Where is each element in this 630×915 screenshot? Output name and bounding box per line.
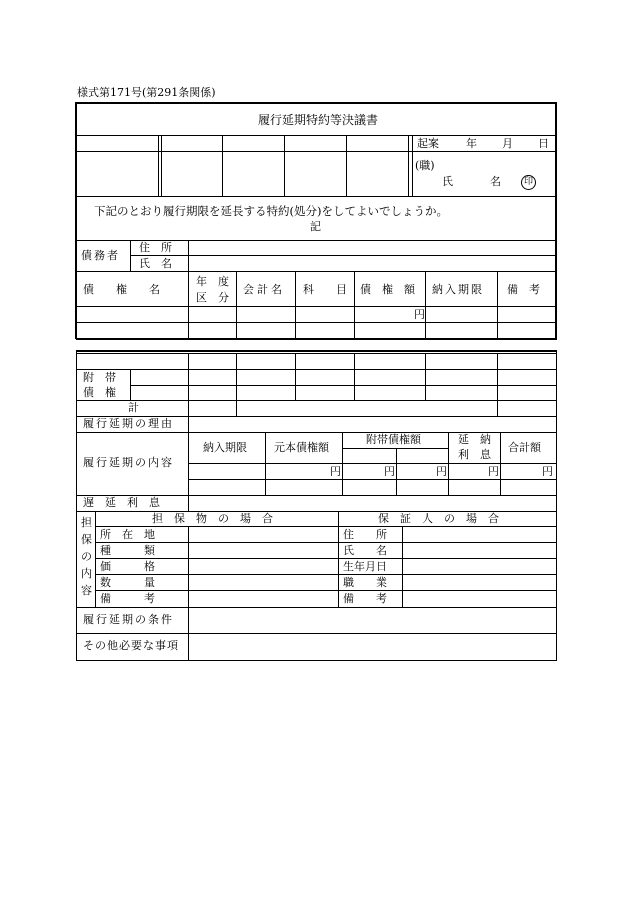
property-heading: 担 保 物 の 場 合 xyxy=(152,512,273,525)
attached-claim-line1: 附 帯 xyxy=(83,371,116,384)
col-fiscal-year: 年 度 xyxy=(196,275,229,288)
guarantor-row-occupation: 職 業 xyxy=(343,576,387,589)
form-label: 様式第171号(第291条関係) xyxy=(77,86,216,99)
guarantor-row-birthdate: 生年月日 xyxy=(343,560,387,573)
collateral-label-5: 容 xyxy=(81,584,92,597)
page-title: 履行延期特約等決議書 xyxy=(258,113,379,127)
debtor-address-label: 住 所 xyxy=(139,241,172,254)
property-row-price: 価 格 xyxy=(100,560,155,573)
yen-unit: 円 xyxy=(414,308,425,321)
ki-label: 記 xyxy=(310,220,321,233)
collateral-label-4: 内 xyxy=(81,567,92,580)
extension-conditions-label: 履行延期の条件 xyxy=(83,613,174,626)
col-account-name: 会計名 xyxy=(243,283,285,296)
collateral-label-3: の xyxy=(81,550,92,563)
guarantor-row-remarks: 備 考 xyxy=(343,592,387,605)
property-row-location: 所 在 地 xyxy=(100,528,155,541)
attached-claim-line2: 債 権 xyxy=(83,386,116,399)
yen-delay: 円 xyxy=(488,465,499,478)
col-claim-amount: 債 権 額 xyxy=(360,283,415,296)
ext-due-date: 納入期限 xyxy=(203,441,247,454)
guarantor-heading: 保 証 人 の 場 合 xyxy=(378,512,499,525)
kian-label: 起案 xyxy=(417,137,439,150)
shoku-label: (職) xyxy=(415,159,435,172)
property-row-quantity: 数 量 xyxy=(100,576,155,589)
kian-day: 日 xyxy=(538,137,549,150)
extension-content-label: 履行延期の内容 xyxy=(83,456,174,469)
debtor-name-label: 氏 名 xyxy=(139,257,172,270)
yen-total: 円 xyxy=(542,465,553,478)
guarantor-row-name: 氏 名 xyxy=(343,544,387,557)
col-due-date: 納入期限 xyxy=(432,283,484,296)
ext-principal: 元本債権額 xyxy=(274,441,329,454)
kian-month: 月 xyxy=(502,137,513,150)
yen-attached-1: 円 xyxy=(384,465,395,478)
ext-attached: 附帯債権額 xyxy=(366,433,421,446)
debtor-label: 債務者 xyxy=(81,249,120,262)
col-category: 区 分 xyxy=(196,291,229,304)
property-row-remarks: 備 考 xyxy=(100,592,155,605)
other-matters-label: その他必要な事項 xyxy=(83,639,179,652)
col-remarks: 備 考 xyxy=(507,283,540,296)
ext-delay-interest-1: 延 納 xyxy=(458,433,491,446)
yen-principal: 円 xyxy=(330,465,341,478)
property-row-type: 種 類 xyxy=(100,544,155,557)
total-label: 計 xyxy=(128,401,139,414)
seal-icon: 印 xyxy=(521,175,536,190)
collateral-label-1: 担 xyxy=(81,516,92,529)
kian-year: 年 xyxy=(466,137,477,150)
shimei-shi: 氏 xyxy=(442,175,453,188)
ext-total-amount: 合計額 xyxy=(508,441,541,454)
col-subject: 科 目 xyxy=(303,283,347,296)
shimei-mei: 名 xyxy=(490,175,501,188)
late-interest-label: 遅 延 利 息 xyxy=(83,496,160,509)
request-text: 下記のとおり履行期限を延長する特約(処分)をしてよいでしょうか。 xyxy=(94,204,448,218)
extension-reason-label: 履行延期の理由 xyxy=(83,417,174,430)
yen-attached-2: 円 xyxy=(436,465,447,478)
guarantor-row-address: 住 所 xyxy=(343,528,387,541)
ext-delay-interest-2: 利 息 xyxy=(458,448,491,461)
collateral-label-2: 保 xyxy=(81,533,92,546)
col-claim-name: 債 権 名 xyxy=(83,283,160,296)
